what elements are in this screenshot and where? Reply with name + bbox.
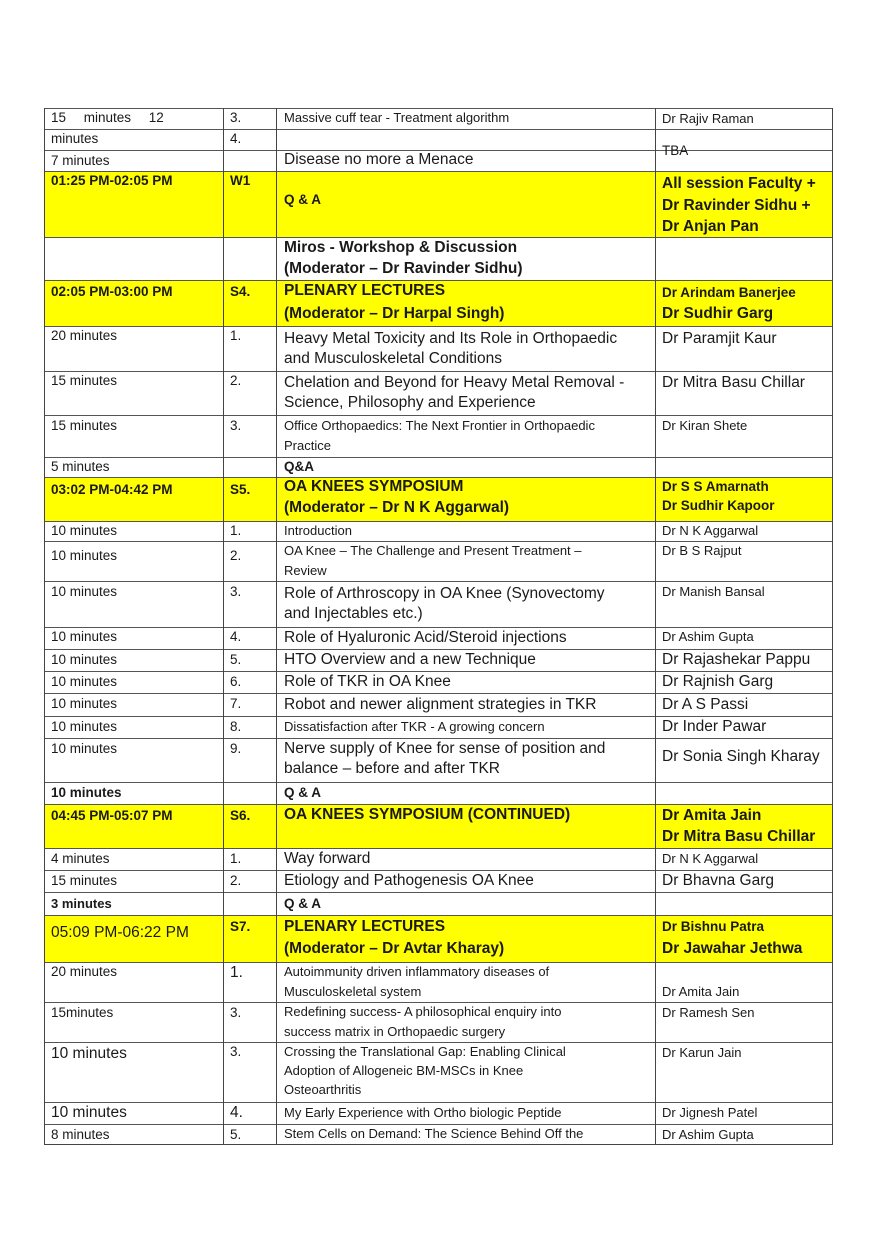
item-number: 3. — [230, 1044, 242, 1059]
talk-title: and Injectables etc.) — [284, 605, 423, 622]
talk-title: Nerve supply of Knee for sense of position and — [284, 740, 606, 757]
session-faculty: Dr S S Amarnath — [662, 479, 769, 494]
duration: 10 minutes — [51, 674, 118, 689]
item-number: 5. — [230, 1127, 242, 1142]
session-time: 04:45 PM-05:07 PM — [51, 808, 173, 823]
session-time: 03:02 PM-04:42 PM — [51, 482, 173, 497]
session-faculty: Dr Ravinder Sidhu + — [662, 197, 811, 214]
duration: 10 minutes — [51, 523, 118, 538]
duration: 10 minutes — [51, 1045, 127, 1062]
speaker: Dr Karun Jain — [662, 1045, 742, 1060]
item-number: 2. — [230, 548, 242, 563]
talk-title: Dissatisfaction after TKR - A growing concern — [284, 719, 545, 734]
moderator: (Moderator – Dr Ravinder Sidhu) — [284, 260, 523, 277]
session-title: OA KNEES SYMPOSIUM (CONTINUED) — [284, 806, 571, 823]
duration: 10 minutes — [51, 629, 118, 644]
duration: 10 minutes — [51, 652, 118, 667]
talk-title: Etiology and Pathogenesis OA Knee — [284, 872, 534, 889]
speaker: Dr Rajnish Garg — [662, 673, 774, 690]
session-faculty: Dr Bishnu Patra — [662, 919, 765, 934]
schedule-table — [44, 108, 833, 1145]
talk-title: Practice — [284, 438, 331, 453]
session-code: W1 — [230, 173, 251, 188]
talk-title: Massive cuff tear - Treatment algorithm — [284, 110, 510, 125]
column-divider — [44, 108, 45, 1145]
talk-title: OA Knee – The Challenge and Present Treatment – — [284, 543, 582, 558]
item-number: 8. — [230, 719, 242, 734]
talk-title: Robot and newer alignment strategies in TKR — [284, 696, 597, 713]
talk-title: Osteoarthritis — [284, 1082, 362, 1097]
item-number: 7. — [230, 696, 242, 711]
speaker: Dr Mitra Basu Chillar — [662, 374, 805, 391]
column-divider — [223, 108, 224, 1145]
session-code: S5. — [230, 482, 251, 497]
speaker: Dr Rajashekar Pappu — [662, 651, 811, 668]
talk-title: Way forward — [284, 850, 371, 867]
session-faculty: Dr Jawahar Jethwa — [662, 940, 803, 957]
duration: 10 minutes — [51, 548, 118, 563]
session-time: 01:25 PM-02:05 PM — [51, 173, 173, 188]
duration: 10 minutes — [51, 741, 118, 756]
duration: 10 minutes — [51, 696, 118, 711]
talk-title: Office Orthopaedics: The Next Frontier in Orthopaedic — [284, 418, 595, 433]
speaker: Dr Ashim Gupta — [662, 1127, 754, 1142]
talk-title: Disease no more a Menace — [284, 151, 474, 168]
item-number: 2. — [230, 873, 242, 888]
talk-title: and Musculoskeletal Conditions — [284, 350, 502, 367]
session-faculty: Dr Amita Jain — [662, 807, 762, 824]
workshop-title: Miros - Workshop & Discussion — [284, 239, 518, 256]
talk-title: success matrix in Orthopaedic surgery — [284, 1024, 506, 1039]
talk-title: Redefining success- A philosophical enquiry into — [284, 1004, 562, 1019]
duration: 15 minutes 12 — [51, 110, 164, 125]
speaker: Dr Sonia Singh Kharay — [662, 748, 820, 765]
talk-title: Musculoskeletal system — [284, 984, 422, 999]
duration: 10 minutes — [51, 1104, 127, 1121]
table-row — [44, 892, 833, 915]
talk-title: Stem Cells on Demand: The Science Behind Off the — [284, 1126, 584, 1141]
talk-title: Q & A — [284, 785, 321, 800]
talk-title: Autoimmunity driven inflammatory diseases of — [284, 964, 550, 979]
duration: 10 minutes — [51, 584, 118, 599]
talk-title: Q&A — [284, 459, 314, 474]
duration: 15 minutes — [51, 873, 118, 888]
speaker: Dr Rajiv Raman — [662, 111, 754, 126]
talk-title: Crossing the Translational Gap: Enabling Clinical — [284, 1044, 566, 1059]
talk-title: Review — [284, 563, 327, 578]
speaker: Dr A S Passi — [662, 696, 749, 713]
duration: 15minutes — [51, 1005, 114, 1020]
table-row — [44, 457, 833, 477]
duration: 10 minutes — [51, 719, 118, 734]
talk-title: My Early Experience with Ortho biologic Peptide — [284, 1105, 562, 1120]
duration: 15 minutes — [51, 418, 118, 433]
speaker: Dr Manish Bansal — [662, 584, 765, 599]
item-number: 3. — [230, 584, 242, 599]
session-title: PLENARY LECTURES — [284, 918, 446, 935]
item-number: 1. — [230, 964, 243, 981]
item-number: 4. — [230, 1104, 243, 1121]
session-faculty: Dr Sudhir Garg — [662, 305, 774, 322]
talk-title: Role of Hyaluronic Acid/Steroid injections — [284, 629, 567, 646]
item-number: 3. — [230, 110, 242, 125]
item-number: 1. — [230, 851, 242, 866]
session-faculty: Dr Anjan Pan — [662, 218, 759, 235]
speaker: Dr Ashim Gupta — [662, 629, 754, 644]
talk-title: Role of Arthroscopy in OA Knee (Synovectomy — [284, 585, 605, 602]
session-faculty: All session Faculty + — [662, 175, 816, 192]
duration: 4 minutes — [51, 851, 110, 866]
session-title: OA KNEES SYMPOSIUM — [284, 478, 464, 495]
session-faculty: Dr Sudhir Kapoor — [662, 498, 775, 513]
duration: 5 minutes — [51, 459, 110, 474]
speaker: Dr N K Aggarwal — [662, 851, 759, 866]
item-number: 9. — [230, 741, 242, 756]
talk-title: Adoption of Allogeneic BM-MSCs in Knee — [284, 1063, 524, 1078]
item-number: 2. — [230, 373, 242, 388]
speaker: Dr B S Rajput — [662, 543, 742, 558]
speaker: Dr Inder Pawar — [662, 718, 767, 735]
talk-title: Q & A — [284, 896, 321, 911]
table-row — [44, 129, 833, 150]
duration: minutes — [51, 131, 99, 146]
item-number: 1. — [230, 523, 242, 538]
duration: 8 minutes — [51, 1127, 110, 1142]
session-code: S4. — [230, 284, 251, 299]
session-code: S6. — [230, 808, 251, 823]
talk-title: Role of TKR in OA Knee — [284, 673, 451, 690]
speaker: Dr Paramjit Kaur — [662, 330, 777, 347]
talk-title: HTO Overview and a new Technique — [284, 651, 536, 668]
talk-title: Heavy Metal Toxicity and Its Role in Orthopaedic — [284, 330, 618, 347]
duration: 15 minutes — [51, 373, 118, 388]
talk-title: Q & A — [284, 192, 321, 207]
session-time: 02:05 PM-03:00 PM — [51, 284, 173, 299]
speaker: Dr Ramesh Sen — [662, 1005, 755, 1020]
duration: 20 minutes — [51, 964, 118, 979]
table-row — [44, 782, 833, 804]
speaker: TBA — [662, 143, 689, 158]
session-time: 05:09 PM-06:22 PM — [51, 924, 189, 941]
speaker: Dr Kiran Shete — [662, 418, 748, 433]
session-faculty: Dr Mitra Basu Chillar — [662, 828, 816, 845]
speaker: Dr Amita Jain — [662, 984, 740, 999]
column-divider — [276, 108, 277, 1145]
item-number: 4. — [230, 131, 242, 146]
talk-title: Introduction — [284, 523, 352, 538]
session-title: PLENARY LECTURES — [284, 282, 446, 299]
session-code: S7. — [230, 919, 251, 934]
speaker: Dr Jignesh Patel — [662, 1105, 758, 1120]
duration: 7 minutes — [51, 153, 110, 168]
column-divider — [655, 108, 656, 1145]
moderator: (Moderator – Dr Harpal Singh) — [284, 305, 505, 322]
duration: 20 minutes — [51, 328, 118, 343]
item-number: 3. — [230, 1005, 242, 1020]
talk-title: Chelation and Beyond for Heavy Metal Removal - — [284, 374, 625, 391]
duration: 10 minutes — [51, 785, 122, 800]
session-faculty: Dr Arindam Banerjee — [662, 285, 796, 300]
item-number: 3. — [230, 418, 242, 433]
item-number: 1. — [230, 328, 242, 343]
speaker: Dr N K Aggarwal — [662, 523, 759, 538]
item-number: 4. — [230, 629, 242, 644]
talk-title: Science, Philosophy and Experience — [284, 394, 536, 411]
column-divider — [832, 108, 833, 1145]
item-number: 6. — [230, 674, 242, 689]
duration: 3 minutes — [51, 896, 112, 911]
talk-title: balance – before and after TKR — [284, 760, 500, 777]
moderator: (Moderator – Dr N K Aggarwal) — [284, 499, 510, 516]
moderator: (Moderator – Dr Avtar Kharay) — [284, 940, 505, 957]
item-number: 5. — [230, 652, 242, 667]
speaker: Dr Bhavna Garg — [662, 872, 774, 889]
